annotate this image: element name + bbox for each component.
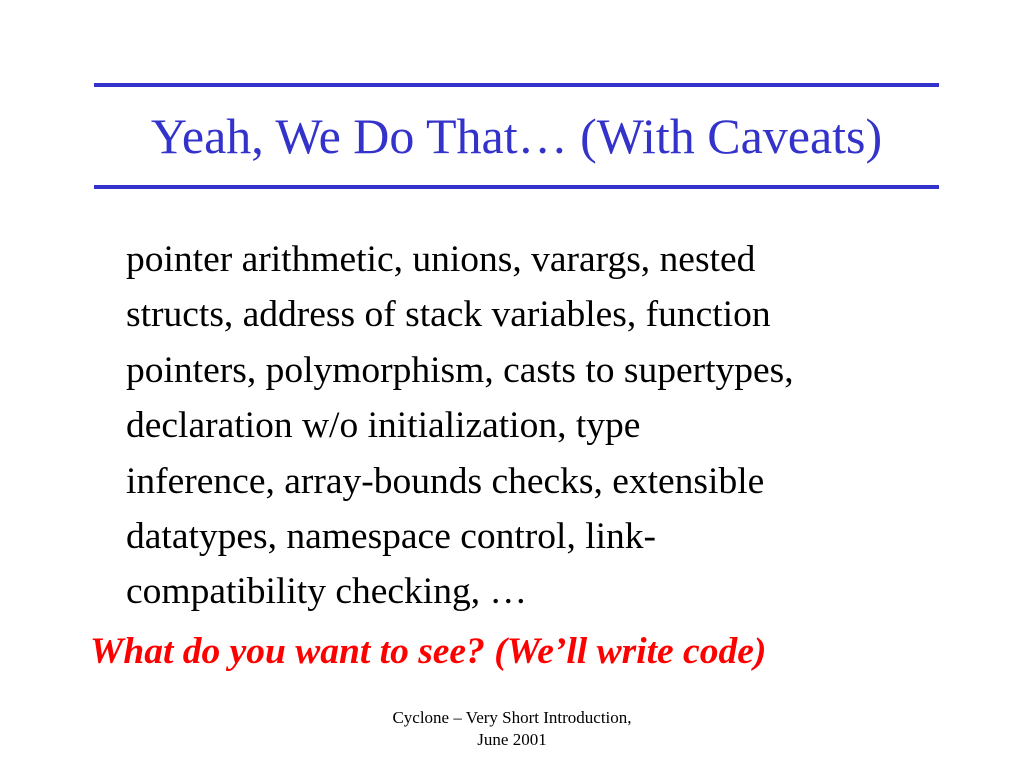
body-line: pointer arithmetic, unions, varargs, nested xyxy=(126,239,756,280)
body-line: declaration w/o initialization, type xyxy=(126,405,641,447)
footer-line: June 2001 xyxy=(477,730,547,749)
callout-question: What do you want to see? (We’ll write code) xyxy=(90,631,767,672)
slide-footer xyxy=(312,707,712,751)
body-line: datatypes, namespace control, link- xyxy=(126,516,657,558)
body-line: compatibility checking, … xyxy=(126,571,527,613)
slide-title: Yeah, We Do That… (With Caveats) xyxy=(150,108,883,164)
body-line: inference, array-bounds checks, extensible xyxy=(126,460,765,502)
title-bottom-rule xyxy=(94,185,939,189)
footer-line: Cyclone – Very Short Introduction, xyxy=(392,708,632,727)
title-top-rule xyxy=(94,83,939,87)
body-paragraph xyxy=(126,232,966,620)
body-line: structs, address of stack variables, function xyxy=(126,294,771,336)
body-line: pointers, polymorphism, casts to supertypes, xyxy=(126,349,794,391)
